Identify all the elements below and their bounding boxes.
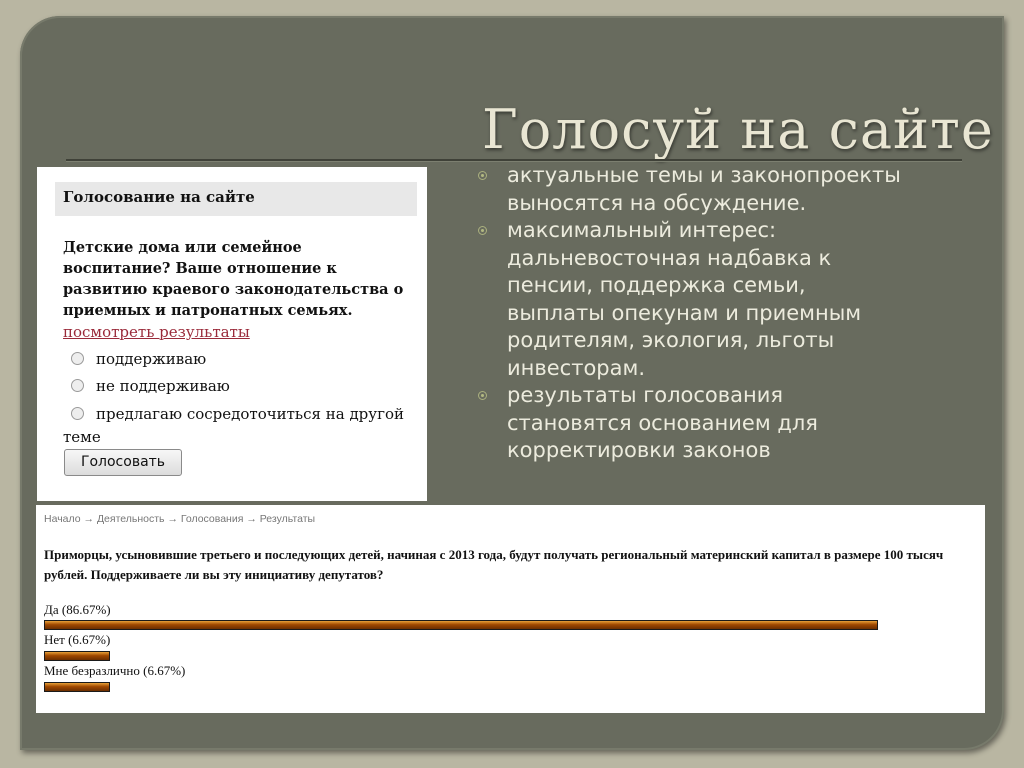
poll-widget-screenshot bbox=[37, 167, 427, 501]
poll-option-support[interactable] bbox=[71, 350, 206, 368]
poll-title: Голосование на сайте bbox=[63, 188, 255, 206]
poll-option-label: предлагаю сосредоточиться на другой bbox=[96, 405, 404, 423]
bullet-item bbox=[476, 162, 906, 217]
result-question: Приморцы, усыновившие третьего и последующих детей, начиная с 2013 года, будут получать региональный материнский капитал в размере 100 тысяч рублей. Поддерживаете ли вы эту инициативу депутатов? bbox=[44, 547, 944, 582]
poll-option-other-topic[interactable] bbox=[71, 405, 404, 423]
poll-results-screenshot bbox=[36, 505, 985, 713]
bullet-item bbox=[476, 382, 906, 465]
radio-button-icon[interactable] bbox=[71, 407, 84, 420]
breadcrumb-item-home[interactable]: Начало bbox=[44, 513, 81, 525]
bullet-item bbox=[476, 217, 906, 382]
breadcrumb-item-votes[interactable]: Голосования bbox=[180, 513, 244, 525]
poll-header bbox=[55, 182, 417, 216]
breadcrumb-separator: → bbox=[243, 513, 260, 525]
result-label-no: Нет (6.67%) bbox=[44, 632, 111, 647]
poll-option-not-support[interactable] bbox=[71, 377, 230, 395]
poll-option-label: не поддерживаю bbox=[96, 377, 230, 395]
view-results-link[interactable]: посмотреть результаты bbox=[63, 323, 250, 341]
poll-question: Детские дома или семейное воспитание? Ваше отношение к развитию краевого законодательства о приемных и патронатных семьях. bbox=[63, 239, 404, 319]
vote-button[interactable]: Голосовать bbox=[64, 449, 182, 476]
bullet-list bbox=[476, 162, 906, 465]
breadcrumb-separator: → bbox=[80, 513, 97, 525]
breadcrumb-item-results[interactable]: Результаты bbox=[259, 513, 316, 525]
poll-option-label: поддерживаю bbox=[96, 350, 207, 368]
slide-title: Голосуй на сайте bbox=[482, 98, 994, 161]
bullet-icon bbox=[478, 171, 487, 180]
result-bar-indifferent bbox=[44, 682, 110, 692]
bullet-text: результаты голосования становятся основанием для корректировки законов bbox=[507, 383, 818, 462]
result-bar-yes bbox=[44, 620, 878, 630]
bullet-icon bbox=[478, 226, 487, 235]
bullet-text: максимальный интерес: дальневосточная надбавка к пенсии, поддержка семьи, выплаты опекунам и приемным родителям, экология, льготы инвесторам. bbox=[507, 218, 862, 380]
radio-button-icon[interactable] bbox=[71, 379, 84, 392]
bullet-icon bbox=[478, 391, 487, 400]
breadcrumb bbox=[44, 513, 315, 525]
breadcrumb-item-activity[interactable]: Деятельность bbox=[96, 513, 165, 525]
result-bar-no bbox=[44, 651, 110, 661]
radio-button-icon[interactable] bbox=[71, 352, 84, 365]
result-label-indifferent: Мне безразлично (6.67%) bbox=[44, 663, 186, 678]
result-label-yes: Да (86.67%) bbox=[44, 602, 111, 617]
poll-option-label-continuation: теме bbox=[63, 428, 101, 446]
breadcrumb-separator: → bbox=[164, 513, 181, 525]
bullet-text: актуальные темы и законопроекты выносятся на обсуждение. bbox=[507, 163, 901, 215]
